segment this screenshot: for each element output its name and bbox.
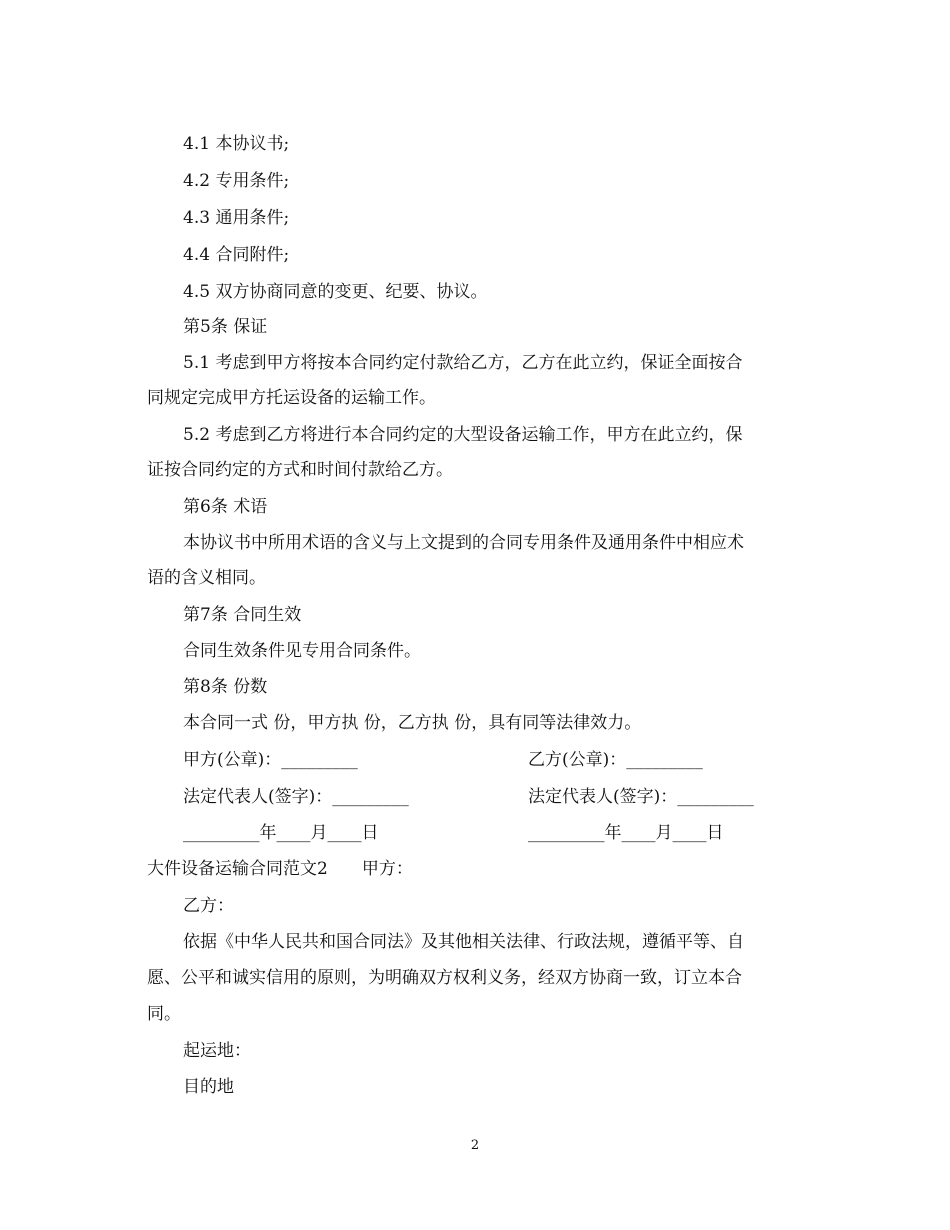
party-a-seal: 甲方(公章)：_________: [183, 750, 358, 770]
item-4-2: 4.2 专用条件;: [183, 171, 290, 191]
clause-5-1-line2: 同规定完成甲方托运设备的运输工作。: [147, 388, 436, 408]
item-4-4: 4.4 合同附件;: [183, 245, 290, 265]
party-b-label: 乙方：: [183, 896, 234, 916]
article-7-title: 第7条 合同生效: [183, 605, 302, 625]
article-6-line1: 本协议书中所用术语的含义与上文提到的合同专用条件及通用条件中相应术: [183, 533, 744, 553]
article-6-line2: 语的含义相同。: [147, 568, 266, 588]
preamble-line3: 同。: [147, 1004, 181, 1024]
clause-5-2-line1: 5.2 考虑到乙方将进行本合同约定的大型设备运输工作，甲方在此立约，保: [183, 425, 743, 445]
origin-label: 起运地：: [183, 1041, 251, 1061]
party-a-representative: 法定代表人(签字)：_________: [183, 787, 409, 807]
party-b-date: _________年____月____日: [528, 823, 724, 843]
article-8-title: 第8条 份数: [183, 677, 268, 697]
item-4-5: 4.5 双方协商同意的变更、纪要、协议。: [183, 282, 488, 302]
article-7-text: 合同生效条件见专用合同条件。: [183, 641, 421, 661]
preamble-line2: 愿、公平和诚实信用的原则，为明确双方权利义务，经双方协商一致，订立本合: [147, 968, 742, 988]
article-5-title: 第5条 保证: [183, 317, 268, 337]
sample-2-heading: 大件设备运输合同范文2 甲方：: [147, 859, 413, 879]
preamble-line1: 依据《中华人民共和国合同法》及其他相关法律、行政法规，遵循平等、自: [183, 932, 744, 952]
party-a-date: _________年____月____日: [183, 823, 379, 843]
page-number: 2: [470, 1138, 480, 1153]
item-4-1: 4.1 本协议书;: [183, 134, 290, 154]
article-6-title: 第6条 术语: [183, 497, 268, 517]
destination-label: 目的地: [183, 1077, 234, 1097]
clause-5-1-line1: 5.1 考虑到甲方将按本合同约定付款给乙方，乙方在此立约，保证全面按合: [183, 353, 743, 373]
party-b-representative: 法定代表人(签字)：_________: [528, 787, 754, 807]
party-b-seal: 乙方(公章)：_________: [528, 750, 703, 770]
clause-5-2-line2: 证按合同约定的方式和时间付款给乙方。: [147, 460, 453, 480]
item-4-3: 4.3 通用条件;: [183, 208, 290, 228]
article-8-text: 本合同一式 份，甲方执 份，乙方执 份，具有同等法律效力。: [183, 713, 642, 733]
